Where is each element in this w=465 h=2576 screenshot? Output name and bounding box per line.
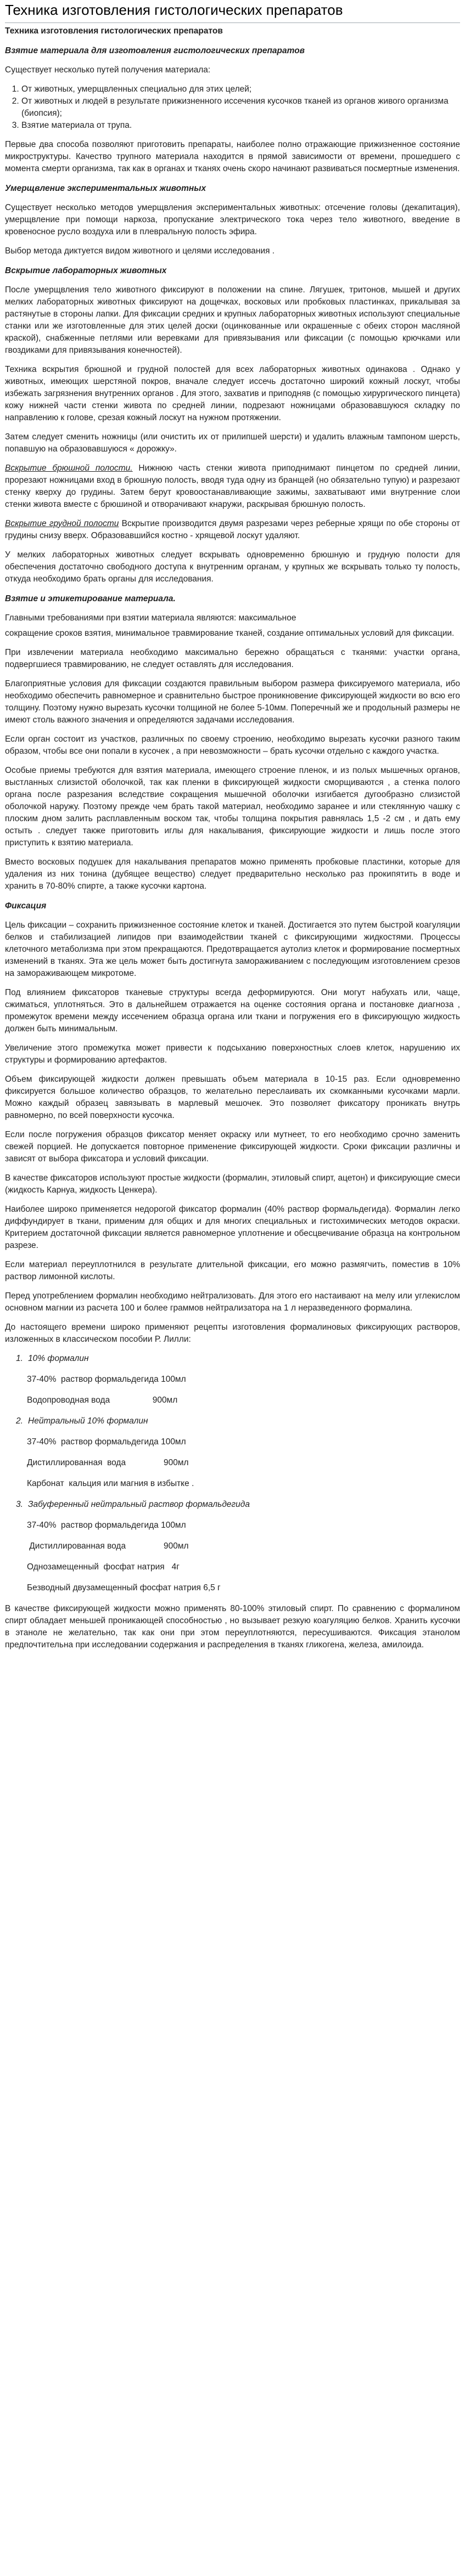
paragraph: До настоящего времени широко применяют рецепты изготовления формалиновых фиксирующих растворов, изложенных в классическом пособии Р. Лилли:: [5, 1322, 460, 1344]
thoracic-text: Вскрытие производится двумя разрезами через реберные хрящи по обе стороны от грудины снизу вверх. Образовавшийся костно - хрящевой лоскут удаляют.: [5, 518, 460, 540]
paragraph: [5, 518, 460, 542]
section-heading-kill: Умерщвление экспериментальных животных: [5, 183, 206, 193]
paragraph: сокращение сроков взятия, минимальное травмирование тканей, создание оптимальных условий для фиксации.: [5, 628, 455, 638]
paragraph: Техника вскрытия брюшной и грудной полостей для всех лабораторных животных одинакова . Однако у животных, имеющих шерстяной покров, вначале следует иссечь достаточно широкий кожный лоскут, чтобы избежать загрязнения внутренних органов . Для этого, захватив и приподняв (с помощью хирургического пинцета) кожу нижней части стенки живота по средней линии, подрезают ножницами образовавшуюся складку по направлению к голове, срезая кожный лоскут на нужном протяжении.: [5, 364, 460, 422]
section-heading-autopsy: Вскрытие лабораторных животных: [5, 265, 167, 275]
recipe-number: 2.: [16, 1416, 23, 1426]
recipe-title: Забуференный нейтральный раствор формальдегида: [28, 1499, 250, 1509]
paragraph: Выбор метода диктуется видом животного и целями исследования .: [5, 246, 275, 256]
document: [0, 1, 465, 1669]
recipe-number: 1.: [16, 1353, 23, 1363]
section-heading-take: Взятие материала для изготовления гистологических препаратов: [5, 46, 305, 55]
recipe-3: [5, 1499, 460, 1594]
recipe-line: Карбонат кальция или магния в избытке .: [27, 1478, 194, 1488]
recipe-line: 37-40% раствор формальдегида 100мл: [27, 1520, 186, 1530]
recipe-line: 37-40% раствор формальдегида 100мл: [27, 1374, 186, 1384]
document-subtitle: Техника изготовления гистологических препаратов: [5, 26, 223, 36]
list-item: 3. Взятие материала от трупа.: [21, 120, 460, 132]
paragraph: Особые приемы требуются для взятия материала, имеющего строение пленок, и из полых мышечных органов, выстланных слизистой оболочкой, так как пленки в фиксирующей жидкости сморщиваются , а стенка полого органа после разрезания вследствие сокращения мышечной оболочки изгибается дугообразно слизистой оболочкой наружу. Поэтому прежде чем брать такой материал, необходимо заранее и или стеклянную чашку с плоским дном залить расплавленным воском так, чтобы толщина покрытия равнялась 1,5 -2 см , и дать ему остыть . следует также приготовить иглы для накалывания, фиксирующие жидкости и лишь после этого приступить к взятию материала.: [5, 765, 460, 848]
recipe-1: [5, 1353, 460, 1406]
recipe-line: Дистиллированная вода 900мл: [27, 1458, 189, 1467]
recipe-title: Нейтральный 10% формалин: [28, 1416, 148, 1426]
paragraph: Существует несколько методов умерщвления экспериментальных животных: отсечение головы (декапитация), умерщвление при помощи наркоза, пропускание электрического тока через тело животного, введение в кровеносное русло воздуха или в плевральную полость эфира.: [5, 202, 460, 236]
paragraph: В качестве фиксаторов используют простые жидкости (формалин, этиловый спирт, ацетон) и фиксирующие смеси (жидкость Карнуа, жидкость Ценкера).: [5, 1173, 460, 1195]
paragraph: У мелких лабораторных животных следует вскрывать одновременно брюшную и грудную полости для обеспечения достаточно свободного доступа к внутренним органам, у крупных же вскрывать только ту полость, откуда необходимо брать органы для исследования.: [5, 550, 460, 584]
list-item: 1. От животных, умерщвленных специально для этих целей;: [21, 83, 460, 95]
paragraph: Увеличение этого промежутка может привести к подсыханию поверхностных слоев клеток, нарушению их структуры и формированию артефактов.: [5, 1043, 460, 1065]
thoracic-lead: Вскрытие грудной полости: [5, 518, 119, 528]
paragraph: [5, 462, 460, 511]
paragraph: После умерщвления тело животного фиксируют в положении на спине. Лягушек, тритонов, мышей и других мелких лабораторных животных фиксируют на дощечках, восковых или пробковых пластинках, прикалывая за растянутые в стороны лапки. Для фиксации средних и крупных лабораторных животных используют специальные станки или же изготовленные для этих целей доски (оцинкованные или окрашенные с обеих сторон масляной краской), снабженные петлями или веревками для привязывания или фиксации (с помощью крючками или гвоздиками для привязывания конечностей).: [5, 285, 460, 355]
paragraph: Если орган состоит из участков, различных по своему строению, необходимо вырезать кусочки разного таким образом, чтобы все они попали в кусочек , а при невозможности – брать кусочки отдельно с каждого участка.: [5, 734, 460, 756]
recipe-2: [5, 1415, 460, 1490]
abdominal-text: Нижнюю часть стенки живота приподнимают пинцетом по средней линии, прорезают ножницами вход в брюшную полость, вводя туда одну из бранщей (но обязательно тупую) и разрезают стенку кверху до грудины. Затем берут кровоостанавливающие зажимы, захватывают ими внутренние слои стенки живота вместе с брюшиной и отворачивают кнаружи, раскрывая брюшную полость.: [5, 463, 461, 509]
recipe-line: Безводный двузамещенный фосфат натрия 6,5 г: [27, 1583, 221, 1592]
paragraph: Существует несколько путей получения материала:: [5, 65, 211, 75]
source-list: [5, 83, 460, 132]
paragraph: При извлечении материала необходимо максимально бережно обращаться с тканями: участки органа, подвергшиеся травмированию, не следует оставлять для исследования.: [5, 647, 460, 669]
paragraph: В качестве фиксирующей жидкости можно применять 80-100% этиловый спирт. По сравнению с формалином спирт обладает меньшей проникающей способностью , но вызывает резкую коагуляцию белков. Хранить кусочки в этаноле не желательно, так как они при этом переуплотняются, пересушиваются. Фиксация этанолом предпочтительна при исследовании содержания и распределения в тканях гликогена, железа, амилоида.: [5, 1603, 460, 1649]
recipe-line: 37-40% раствор формальдегида 100мл: [27, 1437, 186, 1447]
paragraph: Благоприятные условия для фиксации создаются правильным выбором размера фиксируемого материала, ибо необходимо обеспечить равномерное и сравнительно быстрое проникновение фиксирующей жидкости во всю его толщину. Поэтому нужно вырезать кусочки толщиной не более 5-10мм. Поперечный же и продольный размеры не имеют столь важного значения и определяются задачами исследования.: [5, 679, 460, 725]
list-item: 2. От животных и людей в результате прижизненного иссечения кусочков тканей из органов живого организма (биопсия);: [21, 95, 460, 120]
paragraph: Вместо восковых подушек для накалывания препаратов можно применять пробковые пластинки, которые для удаления из них тонина (дубящее вещество) следует предварительно несколько раз прокипятить в воде и хранить в 70-80% спирте, а также кусочки картона.: [5, 857, 460, 891]
paragraph: Цель фиксации – сохранить прижизненное состояние клеток и тканей. Достигается это путем быстрой коагуляции белков и стабилизацией липидов при взаимодействии тканей с фиксирующими жидкостями. Процессы клеточного метаболизма при этом прекращаются. Предотвращается аутолиз клеток и формирование посмертных изменений в тканях. Эта же цель может быть достигнута замораживанием с последующим изготовлением срезов на замораживающем микротоме.: [5, 920, 460, 978]
recipe-line: Дистиллированная вода 900мл: [27, 1541, 189, 1551]
paragraph: Перед употреблением формалин необходимо нейтрализовать. Для этого его настаивают на мелу или углекислом основном магнии из расчета 100 и более граммов нейтрализатора на 1 л неразведенного формалина.: [5, 1291, 460, 1313]
paragraph: Первые два способа позволяют приготовить препараты, наиболее полно отражающие прижизненное состояние микроструктуры. Качество трупного материала находится в прямой зависимости от времени, прошедшего с момента смерти организма, так как в органах и тканях очень скоро начинают развиваться посмертные изменения.: [5, 139, 460, 173]
recipe-title: 10% формалин: [28, 1353, 89, 1363]
section-heading-fixation: Фиксация: [5, 901, 47, 911]
abdominal-lead: Вскрытие брюшной полости.: [5, 463, 133, 473]
section-heading-labeling: Взятие и этикетирование материала.: [5, 594, 176, 603]
paragraph: Если после погружения образцов фиксатор меняет окраску или мутнеет, то его необходимо срочно заменить свежей порцией. Не допускается повторное применение фиксирующей жидкости. Сроки фиксации различны и зависят от выбора фиксатора и условий фиксации.: [5, 1129, 460, 1163]
paragraph: Затем следует сменить ножницы (или очистить их от прилипшей шерсти) и удалить влажным тампоном шерсть, попавшую на образовавшуюся « дорожку».: [5, 432, 460, 454]
paragraph: Наиболее широко применяется недорогой фиксатор формалин (40% раствор формальдегида). Формалин легко диффундирует в ткани, применим для общих и для многих специальных и гистохимических методов окраски. Критерием достаточной фиксации является равномерное уплотнение и обесцвечивание образца на контрольном разрезе.: [5, 1204, 460, 1250]
paragraph: Объем фиксирующей жидкости должен превышать объем материала в 10-15 раз. Если одновременно фиксируется большое количество образцов, то желательно переслаивать их скомканными кусочками марли. Можно каждый образец завязывать в марлевый мешочек. Это позволяет фиксатору проникать внутрь равномерно, по всей поверхности кусочка.: [5, 1074, 460, 1120]
recipe-line: Водопроводная вода 900мл: [27, 1395, 178, 1405]
page-title: Техника изготовления гистологических препаратов: [5, 1, 460, 23]
paragraph: Если материал переуплотнился в результате длительной фиксации, его можно размягчить, поместив в 10% раствор лимонной кислоты.: [5, 1259, 460, 1281]
recipe-number: 3.: [16, 1499, 23, 1509]
paragraph: Под влиянием фиксаторов тканевые структуры всегда деформируются. Они могут набухать или, чаще, сжиматься, уплотняться. Это в дальнейшем отражается на оценке состояния органа и постановке диагноза , промежуток времени между иссечением образца органа или ткани и погружения его в фиксирующую жидкость должен быть минимальным.: [5, 987, 460, 1033]
paragraph: Главными требованиями при взятии материала являются: максимальное: [5, 613, 296, 623]
recipe-line: Однозамещенный фосфат натрия 4г: [27, 1562, 180, 1572]
